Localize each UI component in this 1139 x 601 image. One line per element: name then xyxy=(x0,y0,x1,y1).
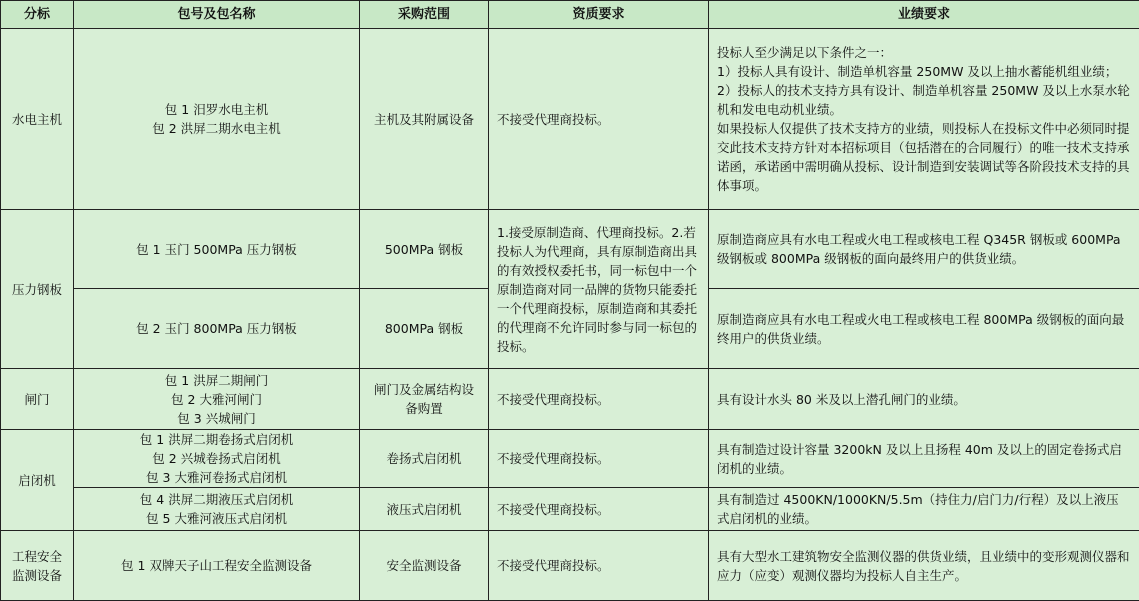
scope-cell: 卷扬式启闭机 xyxy=(360,430,489,488)
package-name: 包 5 大雅河液压式启闭机 xyxy=(146,511,287,526)
header-scope: 采购范围 xyxy=(360,1,489,29)
package-name: 包 2 洪屏二期水电主机 xyxy=(152,121,281,136)
section-cell: 工程安全监测设备 xyxy=(1,531,74,601)
header-row xyxy=(1,1,1139,29)
performance-cell: 具有大型水工建筑物安全监测仪器的供货业绩，且业绩中的变形观测仪器和应力（应变）观测仪器均为投标人自主生产。 xyxy=(709,531,1139,601)
package-name: 包 1 洪屏二期闸门 xyxy=(164,372,269,388)
performance-cell: 具有设计水头 80 米及以上潜孔闸门的业绩。 xyxy=(709,369,1139,430)
package-name: 包 3 兴城闸门 xyxy=(177,410,256,426)
scope-cell: 安全监测设备 xyxy=(360,531,489,601)
qualification-cell: 不接受代理商投标。 xyxy=(489,369,709,430)
qualification-cell: 1.接受原制造商、代理商投标。2.若投标人为代理商，具有原制造商出具的有效授权委托书，同一标包中一个原制造商对同一品牌的货物只能委托一个代理商投标，原制造商和其委托的代理商不允许同时参与同一标包的投标。 xyxy=(489,210,709,369)
package-name: 包 1 汨罗水电主机 xyxy=(164,102,269,117)
scope-cell: 800MPa 钢板 xyxy=(360,289,489,369)
qualification-cell: 不接受代理商投标。 xyxy=(489,29,709,210)
table-row xyxy=(1,369,1139,430)
header-qualification: 资质要求 xyxy=(489,1,709,29)
performance-cell xyxy=(709,29,1139,210)
package-name: 包 2 兴城卷扬式启闭机 xyxy=(152,451,281,466)
qualification-cell: 不接受代理商投标。 xyxy=(489,430,709,488)
table-row xyxy=(1,531,1139,601)
package-cell xyxy=(74,430,360,488)
performance-line: 投标人至少满足以下条件之一： xyxy=(717,45,893,60)
qualification-cell: 不接受代理商投标。 xyxy=(489,488,709,531)
performance-line: 如果投标人仅提供了技术支持方的业绩，则投标人在投标文件中必须同时提交此技术支持方针对本招标项目（包括潜在的合同履行）的唯一技术支持承诺函，承诺函中需明确从投标、设计制造到安装调试等各阶段技术支持的具体事项。 xyxy=(717,121,1130,193)
scope-cell: 闸门及金属结构设备购置 xyxy=(360,369,489,430)
section-cell: 启闭机 xyxy=(1,430,74,531)
performance-cell: 原制造商应具有水电工程或火电工程或核电工程 800MPa 级钢板的面向最终用户的供货业绩。 xyxy=(709,289,1139,369)
performance-line: 2）投标人的技术支持方具有设计、制造单机容量 250MW 及以上水泵水轮机和发电电动机业绩。 xyxy=(717,83,1130,117)
header-section: 分标 xyxy=(1,1,74,29)
table-row xyxy=(1,210,1139,289)
scope-cell: 主机及其附属设备 xyxy=(360,29,489,210)
qualification-cell: 不接受代理商投标。 xyxy=(489,531,709,601)
performance-cell: 原制造商应具有水电工程或火电工程或核电工程 Q345R 钢板或 600MPa 级钢板或 800MPa 级钢板的面向最终用户的供货业绩。 xyxy=(709,210,1139,289)
package-cell: 包 2 玉门 800MPa 压力钢板 xyxy=(74,289,360,369)
package-cell: 包 1 双牌天子山工程安全监测设备 xyxy=(74,531,360,601)
package-name: 包 2 大雅河闸门 xyxy=(171,391,262,407)
scope-cell: 液压式启闭机 xyxy=(360,488,489,531)
package-name: 包 1 洪屏二期卷扬式启闭机 xyxy=(139,432,294,447)
table-row xyxy=(1,488,1139,531)
section-cell: 水电主机 xyxy=(1,29,74,210)
package-cell xyxy=(74,488,360,531)
performance-cell: 具有制造过设计容量 3200kN 及以上且扬程 40m 及以上的固定卷扬式启闭机的业绩。 xyxy=(709,430,1139,488)
package-cell xyxy=(74,29,360,210)
section-cell: 闸门 xyxy=(1,369,74,430)
header-performance: 业绩要求 xyxy=(709,1,1139,29)
header-package: 包号及包名称 xyxy=(74,1,360,29)
performance-line: 1）投标人具有设计、制造单机容量 250MW 及以上抽水蓄能机组业绩； xyxy=(717,64,1118,79)
scope-cell: 500MPa 钢板 xyxy=(360,210,489,289)
package-name: 包 3 大雅河卷扬式启闭机 xyxy=(146,470,287,485)
package-cell: 包 1 玉门 500MPa 压力钢板 xyxy=(74,210,360,289)
table-row xyxy=(1,29,1139,210)
package-cell xyxy=(74,369,360,430)
table-row xyxy=(1,430,1139,488)
package-name: 包 4 洪屏二期液压式启闭机 xyxy=(139,492,294,507)
performance-cell: 具有制造过 4500KN/1000KN/5.5m（持住力/启门力/行程）及以上液压式启闭机的业绩。 xyxy=(709,488,1139,531)
section-cell: 压力钢板 xyxy=(1,210,74,369)
